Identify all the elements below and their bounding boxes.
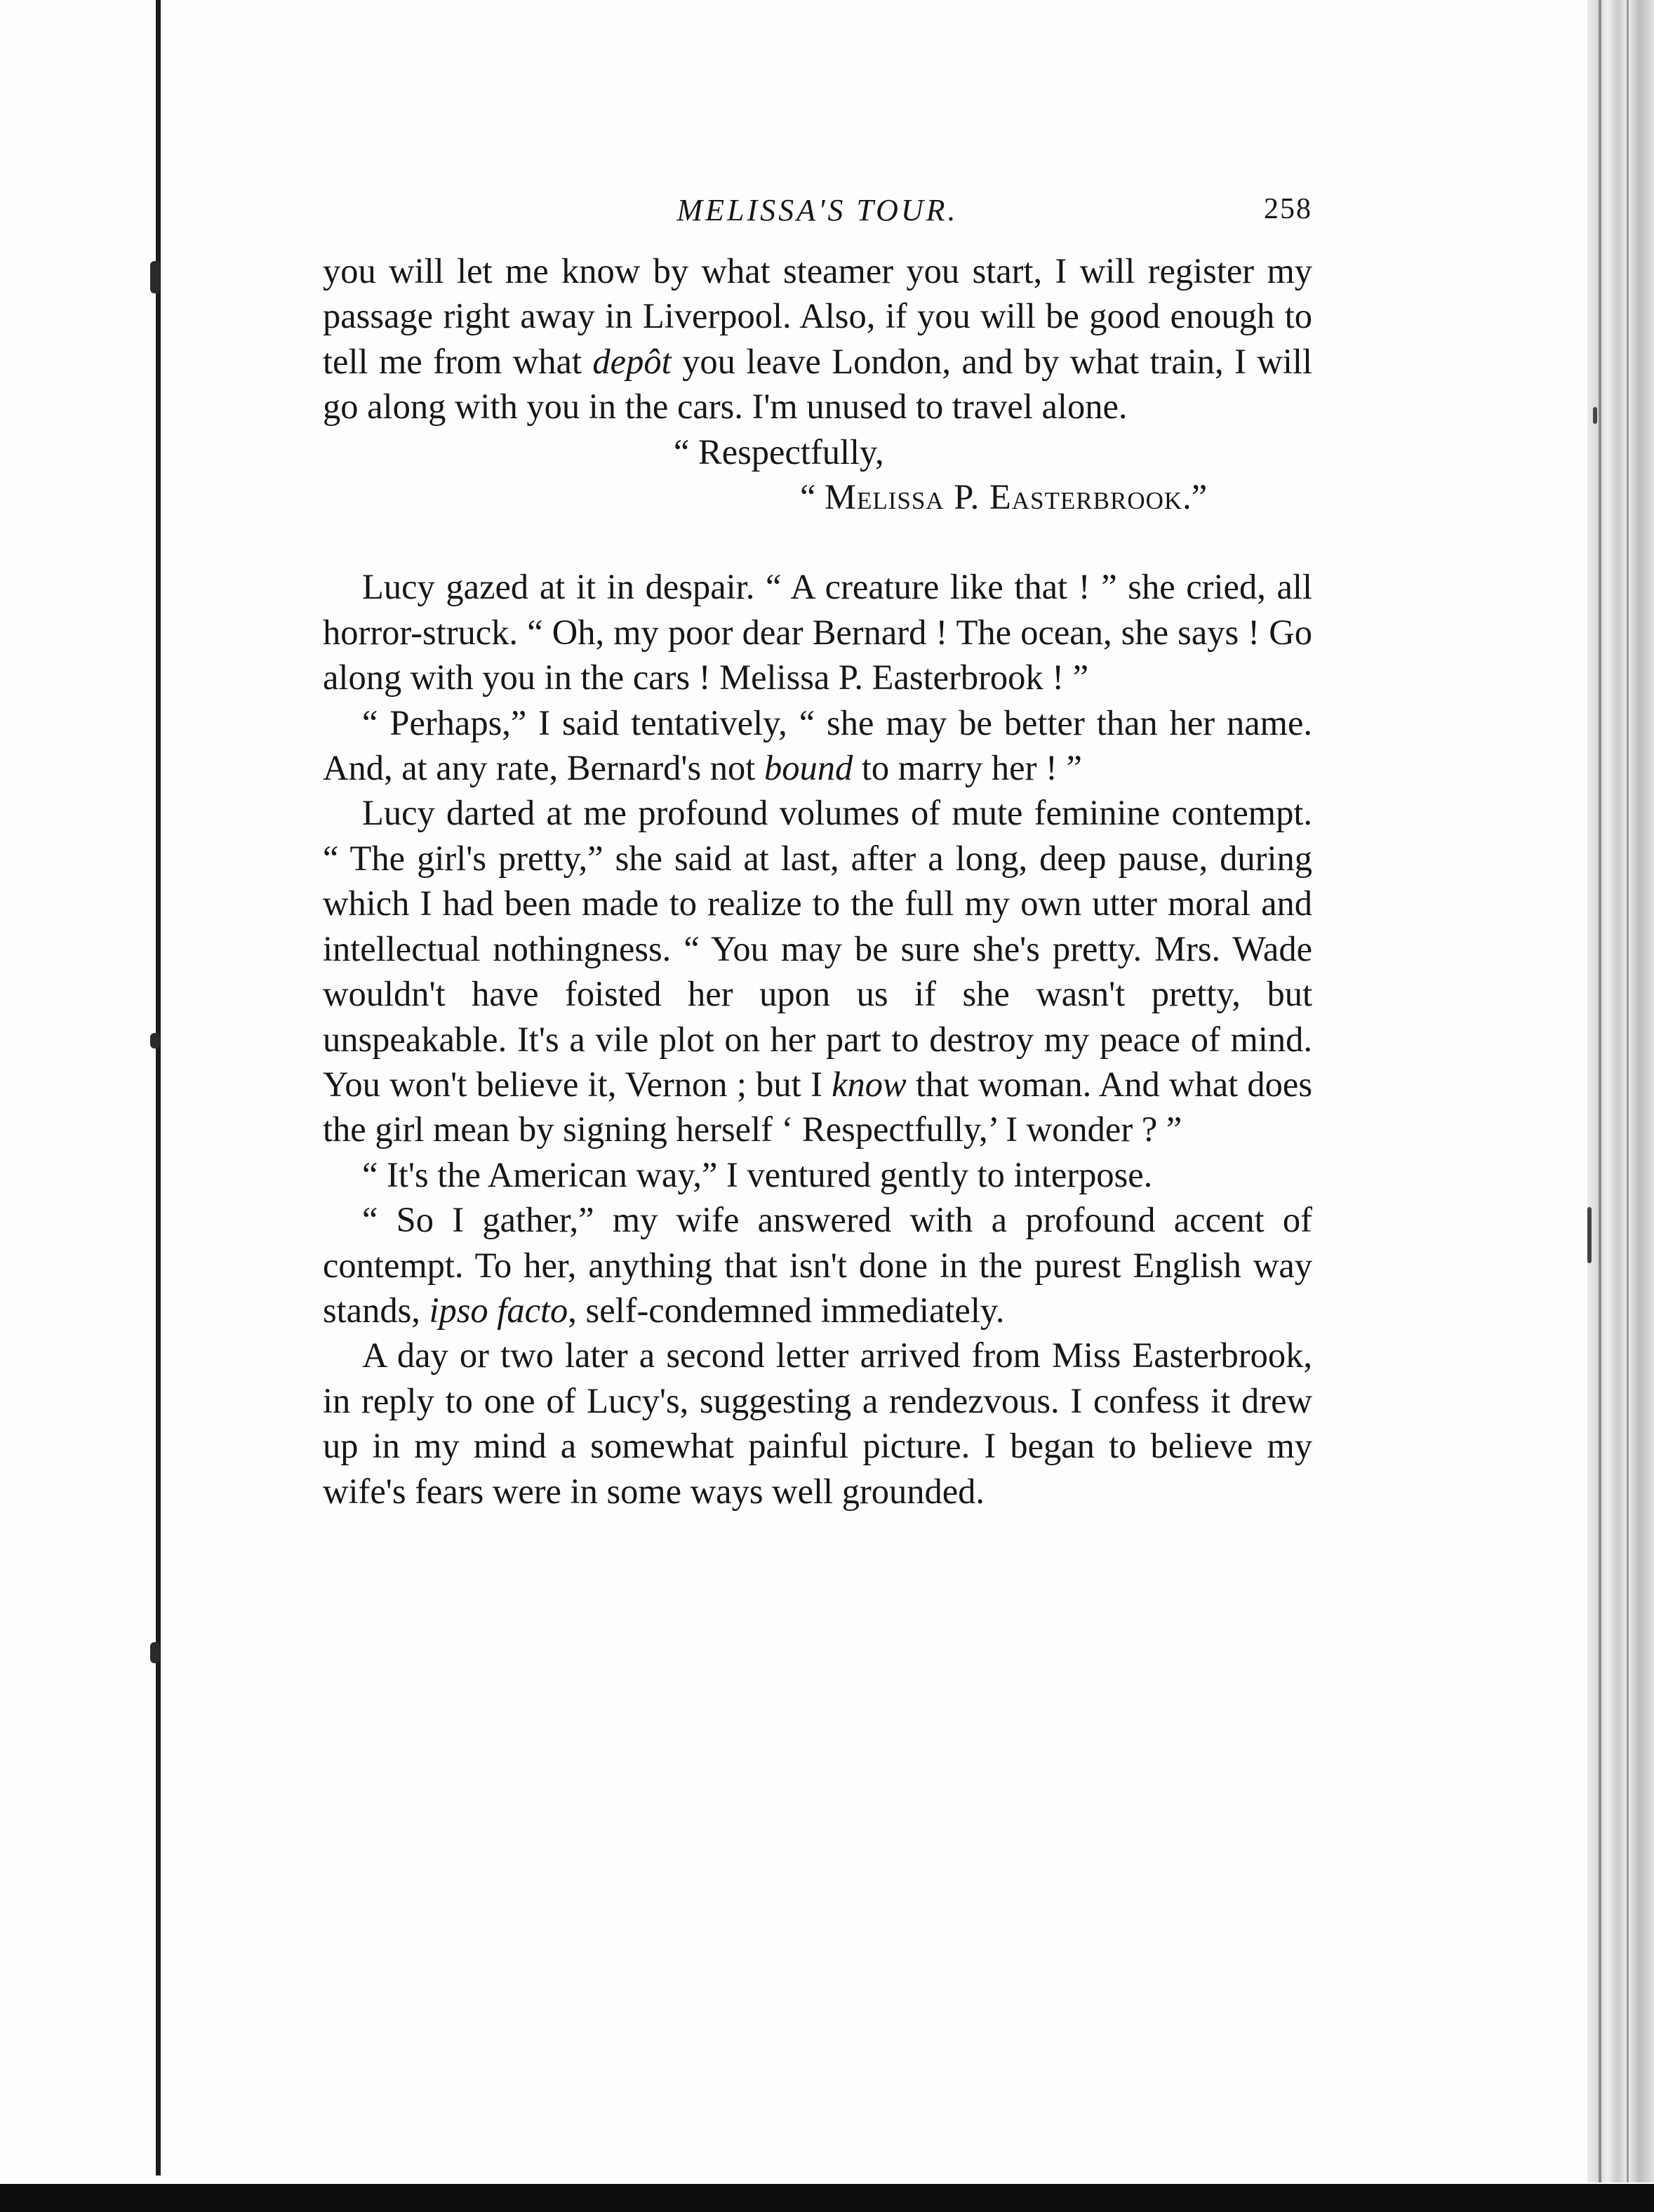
- letter-closing: “ Respectfully,: [674, 432, 884, 472]
- paragraph: [323, 700, 1312, 791]
- paragraph-gap: [323, 519, 1312, 564]
- letter-signature: [323, 474, 1312, 519]
- paragraph: [323, 790, 1312, 1152]
- paragraph: A day or two later a second letter arrived from Miss Easterbrook, in reply to one of Lucy's, suggesting a rendezvous. I confess it drew up in my mind a somewhat painful picture. I began to believe my wife's fears were in some ways well grounded.: [323, 1335, 1312, 1511]
- signature-quote: “: [800, 477, 825, 517]
- letter-text: you will let me know by what steamer you start, I will register my passage right away in Liverpool. Also, if you will be good enough to tell me from what: [323, 251, 1312, 381]
- paragraph: “ It's the American way,” I ventured gently to interpose.: [362, 1154, 1153, 1194]
- letter-italic: depôt: [592, 341, 672, 381]
- page-edge-rule: [1599, 0, 1601, 2183]
- binding-mark: [150, 261, 160, 293]
- paragraph-text: “ Perhaps,” I said tentatively, “ she may be better than her name. And, at any rate, Bernard's not: [323, 702, 1312, 788]
- paragraph-text: “ So I gather,” my wife answered with a profound accent of contempt. To her, anything that isn't done in the purest English way stands,: [323, 1200, 1312, 1330]
- page-edge-mark: [1587, 1207, 1592, 1263]
- paragraph-italic: ipso facto: [429, 1290, 568, 1330]
- binding-edge: [156, 0, 161, 2176]
- page-edge-shadow: [1587, 0, 1654, 2183]
- paragraph-text: to marry her ! ”: [853, 748, 1082, 788]
- page-number: 258: [1264, 193, 1312, 225]
- paragraph-italic: know: [832, 1064, 907, 1104]
- running-head: [323, 189, 1312, 239]
- paragraph-text: Lucy darted at me profound volumes of mute feminine contempt. “ The girl's pretty,” she said at last, after a long, deep pause, during which I had been made to realize to the full my own utter moral and intellectual nothingness. “ You may be sure she's pretty. Mrs. Wade wouldn't have foisted her upon us if she wasn't pretty, but unspeakable. It's a vile plot on her part to destroy my peace of mind. You won't believe it, Vernon ; but I: [323, 793, 1312, 1104]
- paragraph: [323, 1197, 1312, 1333]
- binding-mark: [150, 1642, 160, 1663]
- letter-body: [323, 248, 1312, 429]
- paragraph-text: that woman. And what does the girl mean by signing herself ‘ Respectfully,’ I wonder ? ”: [323, 1064, 1312, 1150]
- page-edge-rule: [1627, 0, 1629, 2183]
- signature-quote: .”: [1182, 477, 1208, 517]
- binding-mark: [150, 1033, 160, 1048]
- running-title: MELISSA'S TOUR.: [676, 193, 959, 227]
- page-edge-mark: [1593, 407, 1597, 424]
- paragraph-text: , self-condemned immediately.: [568, 1290, 1005, 1330]
- paragraph: Lucy gazed at it in despair. “ A creature like that ! ” she cried, all horror-struck. “ Oh, my poor dear Bernard ! The ocean, she says ! Go along with you in the cars ! Melissa P. Easterbrook ! ”: [323, 567, 1312, 698]
- letter-text: you leave London, and by what train, I will go along with you in the cars. I'm unused to travel alone.: [323, 341, 1312, 427]
- paragraph-italic: bound: [763, 748, 853, 788]
- signature-name: Melissa P. Easterbrook: [825, 477, 1183, 517]
- scan-bottom-border: [0, 2184, 1654, 2212]
- page-text: [323, 189, 1312, 1514]
